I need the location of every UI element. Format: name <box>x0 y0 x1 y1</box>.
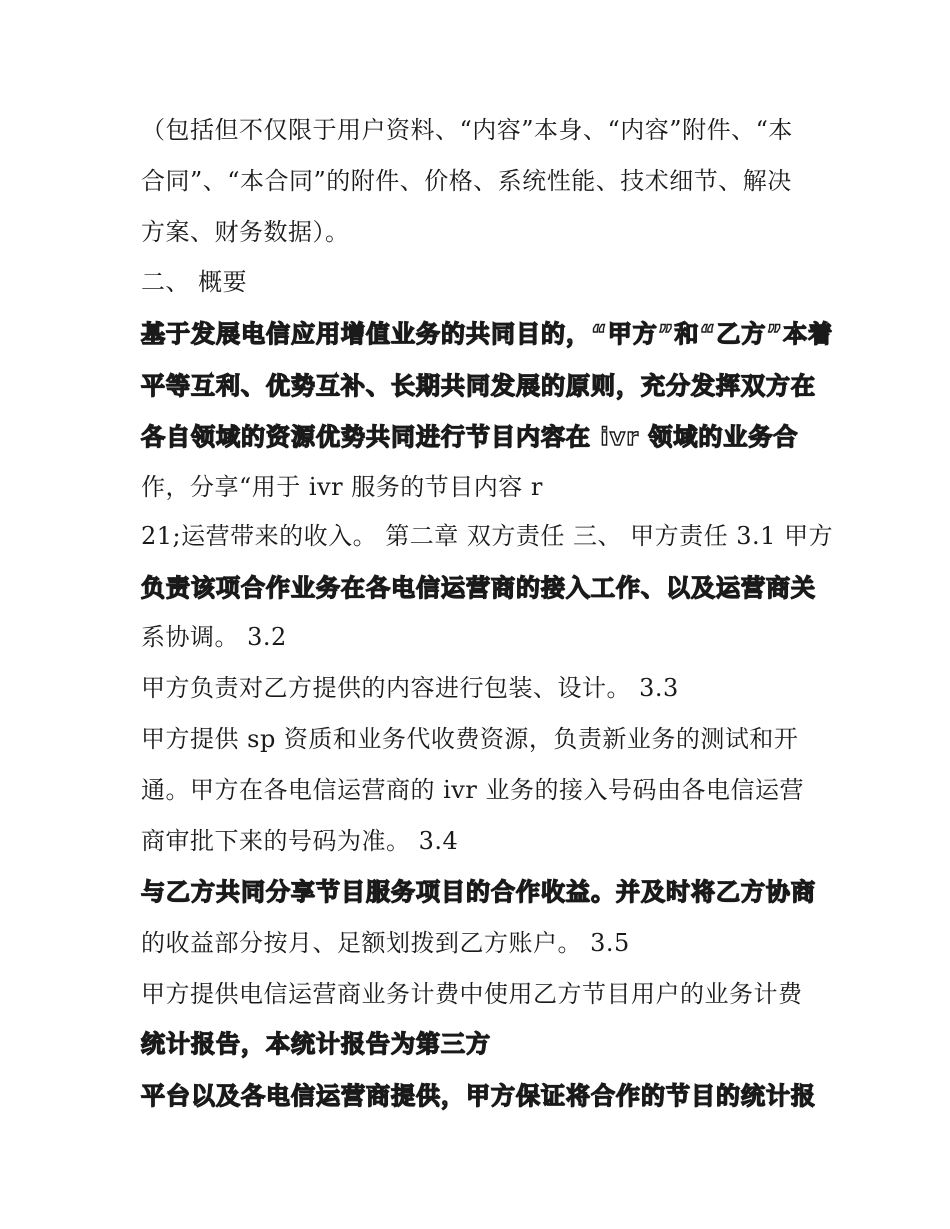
text-line: 甲方提供 sp 资质和业务代收费资源，负责新业务的测试和开 <box>141 725 799 753</box>
text-line: 负责该项合作业务在各电信运营商的接入工作、以及运营商关 <box>141 574 816 602</box>
text-line: （包括但不仅限于用户资料、“内容”本身、“内容”附件、“本 <box>141 116 793 144</box>
text-line: 与乙方共同分享节目服务项目的合作收益。并及时将乙方协商 <box>141 878 816 906</box>
text-line: 甲方提供电信运营商业务计费中使用乙方节目用户的业务计费 <box>141 980 803 1008</box>
text-line: 合同”、“本合同”的附件、价格、系统性能、技术细节、解决 <box>141 167 792 195</box>
text-line: 基于发展电信应用增值业务的共同目的，“甲方”和“乙方”本着 <box>141 320 834 348</box>
text-line: 作，分享“用于 ivr 服务的节目内容 r <box>141 473 543 501</box>
text-line: 商审批下来的号码为准。 3.4 <box>141 827 459 855</box>
text-line: 统计报告，本统计报告为第三方 <box>141 1030 491 1058</box>
section-heading: 二、 概要 <box>141 268 248 296</box>
text-line: 方案、财务数据）。 <box>141 218 350 246</box>
text-line: 系协调。 3.2 <box>141 623 287 651</box>
text-line: 通。甲方在各电信运营商的 ivr 业务的接入号码由各电信运营 <box>141 776 804 804</box>
text-line: 21;运营带来的收入。 第二章 双方责任 三、 甲方责任 3.1 甲方 <box>141 522 834 550</box>
text-line: 平台以及各电信运营商提供，甲方保证将合作的节目的统计报 <box>141 1082 816 1110</box>
text-line: 平等互利、优势互补、长期共同发展的原则，充分发挥双方在 <box>141 372 816 400</box>
text-line: 甲方负责对乙方提供的内容进行包装、设计。 3.3 <box>141 674 679 702</box>
text-line: 的收益部分按月、足额划拨到乙方账户。 3.5 <box>141 929 630 957</box>
text-line: 各自领域的资源优势共同进行节目内容在 ivr 领域的业务合 <box>141 423 799 451</box>
